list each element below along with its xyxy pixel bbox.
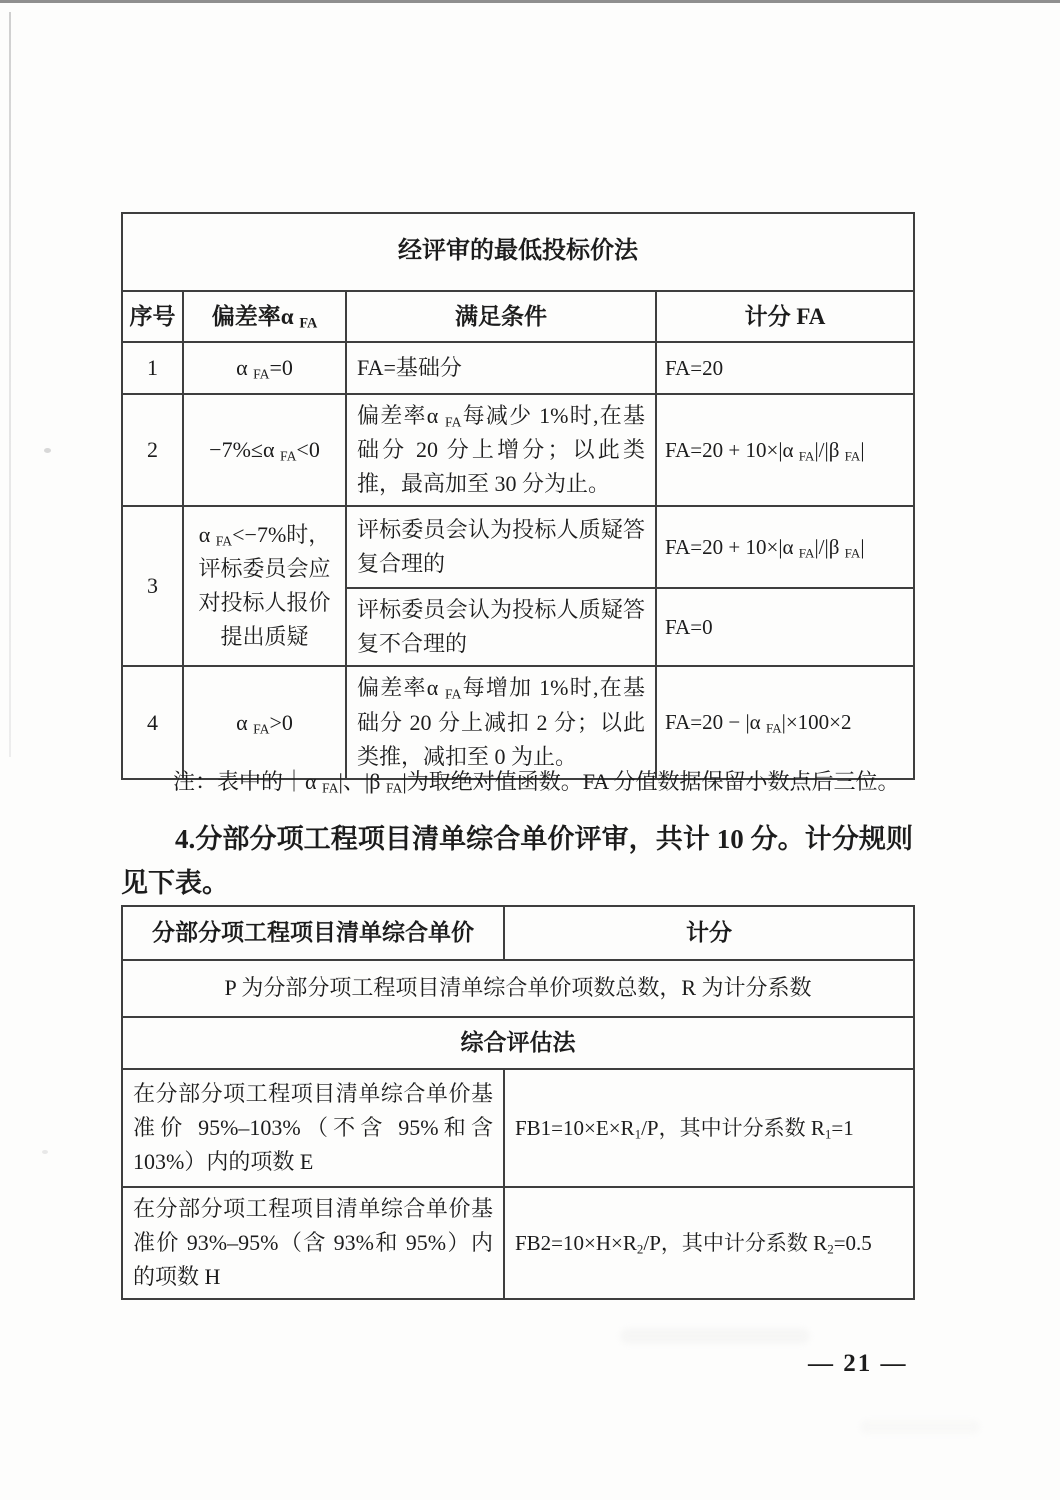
table1-header-seq: 序号 [122, 291, 183, 342]
scan-speck [44, 448, 51, 453]
table1-header-deviation-rate: 偏差率α $_{FA}$ [183, 291, 346, 342]
row3-deviation: α $_{FA}$<−7%时，评标委员会应对投标人报价提出质疑 [183, 506, 346, 666]
row1-deviation: α $_{FA}$=0 [183, 342, 346, 394]
scan-smudge [620, 1328, 810, 1344]
table-row [122, 394, 914, 506]
rowH-score: $FB2=10\times H\times R_2/P$，其中计分系数 $R_2=0.5$ [504, 1187, 914, 1299]
row1-score: FA=20 [656, 342, 914, 394]
table-row [122, 906, 914, 960]
rowH-item: 在分部分项工程项目清单综合单价基准价 93%–95%（含 93%和 95%）内的项数 H [122, 1187, 504, 1299]
row4-score: FA=20 − |α $_{FA}$|×100×2 [656, 666, 914, 778]
table-row [122, 1069, 914, 1187]
scan-artifact-top-line [0, 0, 1060, 3]
table-row [122, 213, 914, 291]
page-number: — 21 — [808, 1350, 908, 1377]
row3-condition-unreasonable: 评标委员会认为投标人质疑答复不合理的 [346, 588, 656, 666]
table-row [122, 342, 914, 394]
table1-header-score-fa: 计分 FA [656, 291, 914, 342]
unit-price-review-table [121, 905, 915, 1300]
table1-header-condition: 满足条件 [346, 291, 656, 342]
table-row [122, 1187, 914, 1299]
table1-footnote: 注：表中的｜α $_{FA}$|、|β $_{FA}$|为取绝对值函数。FA 分值数据保留小数点后三位。 [173, 769, 900, 796]
table-row [122, 1017, 914, 1069]
table2-method-row: 综合评估法 [122, 1017, 914, 1069]
table-row [122, 960, 914, 1017]
table2-header-score: 计分 [504, 906, 914, 960]
evaluated-lowest-bid-price-table [121, 212, 915, 780]
table2-definition-row: P 为分部分项工程项目清单综合单价项数总数，R 为计分系数 [122, 960, 914, 1017]
row4-seq: 4 [122, 666, 183, 778]
row2-seq: 2 [122, 394, 183, 506]
table-row [122, 666, 914, 778]
row2-score: FA=20 + 10×|α $_{FA}$|/|β $_{FA}$| [656, 394, 914, 506]
row4-deviation: α $_{FA}$>0 [183, 666, 346, 778]
scan-smudge [860, 1420, 980, 1434]
table2-header-item: 分部分项工程项目清单综合单价 [122, 906, 504, 960]
rowE-item: 在分部分项工程项目清单综合单价基准价 95%–103%（不含 95%和含 103%）内的项数 E [122, 1069, 504, 1187]
row4-condition: 偏差率α $_{FA}$每增加 1%时,在基础分 20 分上减扣 2 分；以此类推，减扣至 0 为止。 [346, 666, 656, 778]
rowE-score: $FB1=10\times E\times R_1/P$，其中计分系数 $R_1=1$ [504, 1069, 914, 1187]
row2-deviation: −7%≤α $_{FA}$<0 [183, 394, 346, 506]
scan-speck [42, 1150, 48, 1154]
row3-score-reasonable: FA=20 + 10×|α $_{FA}$|/|β $_{FA}$| [656, 506, 914, 588]
scan-artifact-left-line [9, 12, 11, 757]
row3-seq: 3 [122, 506, 183, 666]
section4-paragraph: 4.分部分项工程项目清单综合单价评审，共计 10 分。计分规则见下表。 [121, 824, 913, 898]
table-row [122, 291, 914, 342]
row3-score-unreasonable: FA=0 [656, 588, 914, 666]
row1-condition: FA=基础分 [346, 342, 656, 394]
table1-title: 经评审的最低投标价法 [122, 213, 914, 291]
table-row [122, 506, 914, 588]
row3-condition-reasonable: 评标委员会认为投标人质疑答复合理的 [346, 506, 656, 588]
row2-condition: 偏差率α $_{FA}$每减少 1%时,在基础分 20 分上增分；以此类推，最高加至 30 分为止。 [346, 394, 656, 506]
row1-seq: 1 [122, 342, 183, 394]
